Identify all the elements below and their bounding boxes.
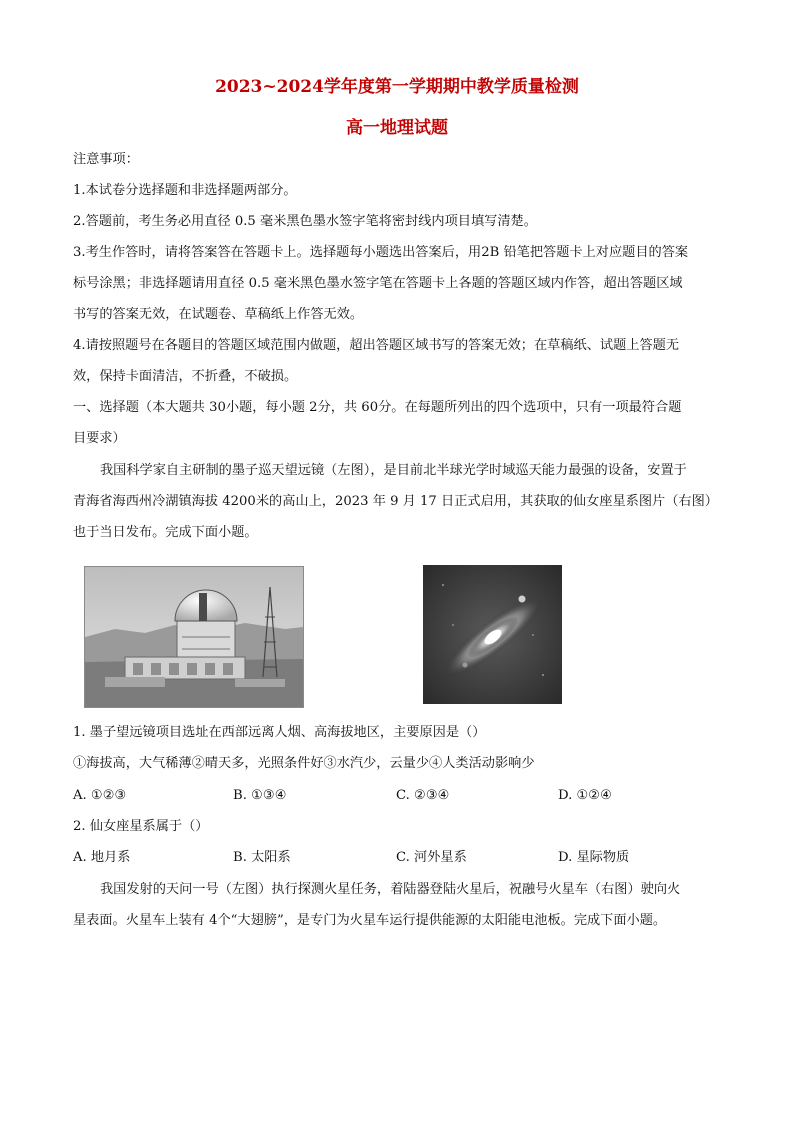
question-stem: 1. 墨子望远镜项目选址在西部远离人烟、高海拔地区，主要原因是（）	[73, 725, 486, 740]
passage-line: 我国发射的天问一号（左图）执行探测火星任务，着陆器登陆火星后，祝融号火星车（右图）驶向火	[100, 882, 681, 897]
question-stem: 2. 仙女座星系属于（）	[73, 819, 209, 834]
exam-subtitle: 高一地理试题	[346, 118, 448, 138]
andromeda-galaxy-photo	[423, 565, 562, 704]
notice-line: 标号涂黑；非选择题请用直径 0.5 毫米黑色墨水签字笔在答题卡上各题的答题区域内作答，超出答题区域	[73, 276, 683, 291]
passage-line: 我国科学家自主研制的墨子巡天望远镜（左图），是目前北半球光学时域巡天能力最强的设备，安置于	[100, 463, 687, 478]
notice-line: 书写的答案无效，在试题卷、草稿纸上作答无效。	[73, 307, 364, 322]
passage-line: 星表面。火星车上装有 4个“大翅膀”，是专门为火星车运行提供能源的太阳能电池板。完成下面小题。	[73, 913, 667, 928]
option-a[interactable]: A. ①②③	[73, 788, 127, 803]
option-a[interactable]: A. 地月系	[73, 850, 131, 865]
section-heading: 目要求）	[73, 431, 126, 446]
option-b[interactable]: B. ①③④	[233, 788, 287, 803]
notice-line: 3.考生作答时，请将答案答在答题卡上。选择题每小题选出答案后，用2B 铅笔把答题卡上对应题目的答案	[73, 245, 689, 260]
option-b[interactable]: B. 太阳系	[233, 850, 291, 865]
notice-line: 2.答题前，考生务必用直径 0.5 毫米黑色墨水签字笔将密封线内项目填写清楚。	[73, 214, 537, 229]
observatory-illustration	[85, 567, 303, 707]
notice-line: 1.本试卷分选择题和非选择题两部分。	[73, 183, 297, 198]
exam-title: 2023~2024学年度第一学期期中教学质量检测	[215, 77, 579, 97]
option-c[interactable]: C. 河外星系	[396, 850, 467, 865]
notice-line: 效，保持卡面清洁，不折叠，不破损。	[73, 369, 298, 384]
option-d[interactable]: D. 星际物质	[558, 850, 630, 865]
section-heading: 一、选择题（本大题共 30小题，每小题 2分，共 60分。在每题所列出的四个选项中，只有一项最符合题	[73, 400, 682, 415]
passage-line: 也于当日发布。完成下面小题。	[73, 525, 258, 540]
option-c[interactable]: C. ②③④	[396, 788, 450, 803]
passage-line: 青海省海西州冷湖镇海拔 4200米的高山上，2023 年 9 月 17 日正式启用，其获取的仙女座星系图片（右图）	[73, 494, 718, 509]
telescope-photo	[84, 566, 304, 708]
question-statements: ①海拔高，大气稀薄②晴天多，光照条件好③水汽少，云量少④人类活动影响少	[73, 756, 535, 771]
notice-heading: 注意事项：	[73, 152, 139, 167]
notice-line: 4.请按照题号在各题目的答题区域范围内做题，超出答题区域书写的答案无效；在草稿纸、试题上答题无	[73, 338, 680, 353]
option-d[interactable]: D. ①②④	[558, 788, 612, 803]
galaxy-illustration	[423, 565, 562, 704]
